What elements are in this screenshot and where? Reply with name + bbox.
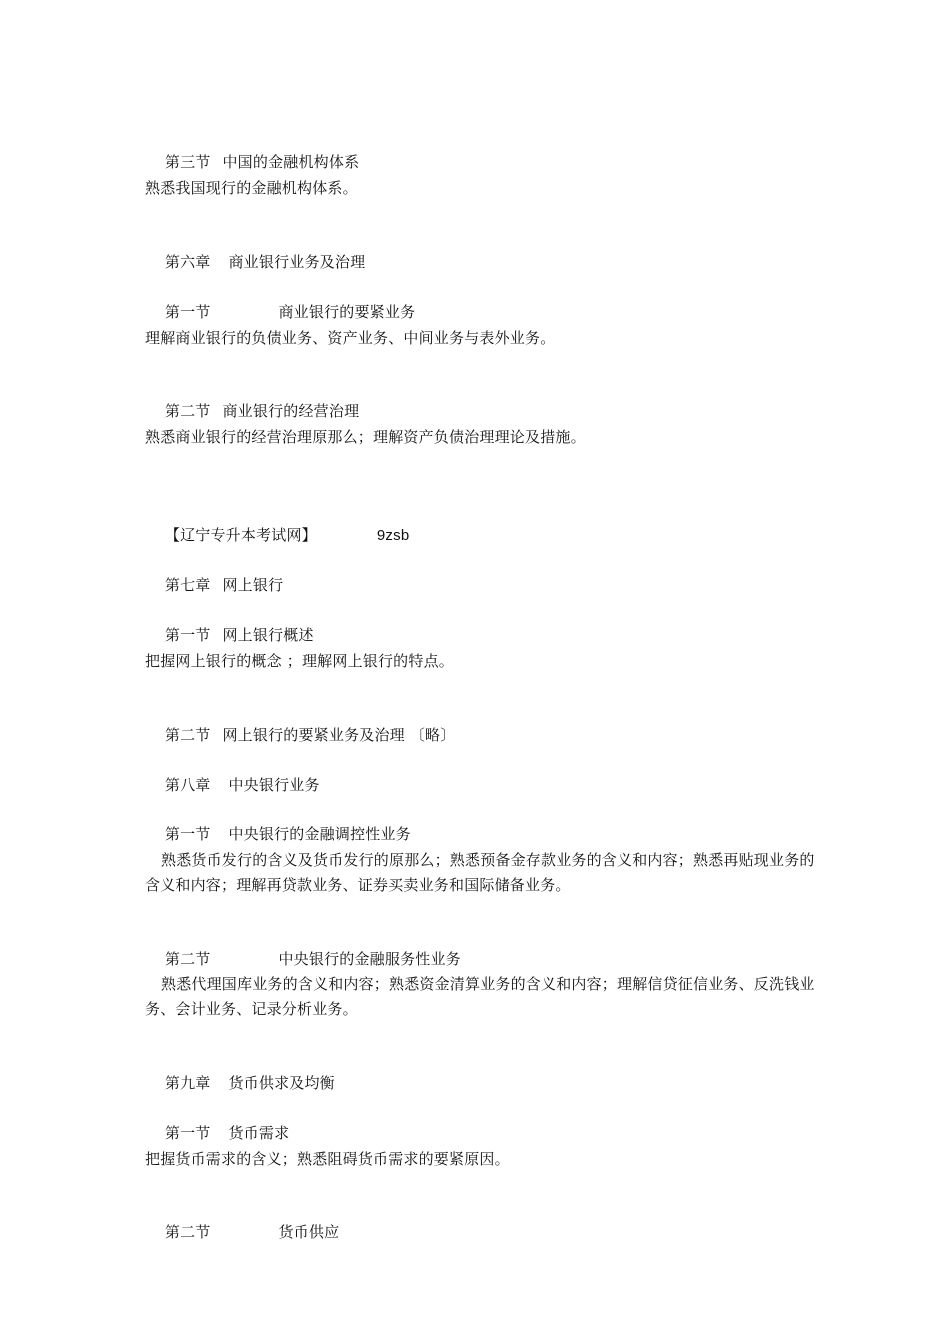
section-title: 中国的金融机构体系 [222, 153, 360, 171]
body-paragraph: 熟悉代理国库业务的含义和内容；熟悉资金清算业务的含义和内容；理解信贷征信业务、反洗钱业务、会计业务、记录分析业务。 [145, 975, 815, 1018]
chapter-number: 第八章 [164, 776, 211, 794]
chapter-title: 货币供求及均衡 [228, 1074, 335, 1092]
chapter-title: 商业银行业务及治理 [228, 253, 366, 271]
section-number: 第一节 [164, 1124, 211, 1142]
section-number: 第三节 [164, 153, 211, 171]
section-number: 第二节 [164, 950, 211, 968]
body-text: 把握网上银行的概念 ；理解网上银行的特点。 [145, 652, 454, 670]
section-number: 第一节 [164, 626, 211, 644]
section-heading [145, 1196, 339, 1268]
body-paragraph: 熟悉货币发行的含义及货币发行的原那么；熟悉预备金存款业务的含义和内容；熟悉再贴现业务的含义和内容；理解再贷款业务、证券买卖业务和国际储备业务。 [145, 851, 815, 894]
section-title: 中央银行的金融服务性业务 [278, 950, 461, 968]
body-text: 熟悉我国现行的金融机构体系。 [145, 179, 358, 197]
chapter-title: 网上银行 [222, 576, 284, 594]
chapter-number: 第七章 [164, 576, 211, 594]
site-name: 【辽宁专升本考试网】 [164, 526, 317, 544]
chapter-number: 第六章 [164, 253, 211, 271]
section-title: 商业银行的要紧业务 [278, 303, 416, 321]
section-title: 货币需求 [228, 1124, 290, 1142]
section-number: 第二节 [164, 1223, 211, 1241]
section-title: 网上银行概述 [222, 626, 314, 644]
site-code: 9zsb [376, 527, 410, 544]
body-text: 熟悉商业银行的经营治理原那么；理解资产负债治理理论及措施。 [145, 428, 586, 446]
section-title: 货币供应 [278, 1223, 340, 1241]
chapter-title: 中央银行业务 [228, 776, 320, 794]
section-number: 第二节 [164, 402, 211, 420]
section-title: 网上银行的要紧业务及治理 〔略〕 [222, 726, 456, 744]
body-text: 把握货币需求的含义；熟悉阻碍货币需求的要紧原因。 [145, 1150, 510, 1168]
section-title: 商业银行的经营治理 [222, 402, 360, 420]
section-number: 第二节 [164, 726, 211, 744]
section-number: 第一节 [164, 303, 211, 321]
section-title: 中央银行的金融调控性业务 [228, 825, 411, 843]
body-text: 理解商业银行的负债业务、资产业务、中间业务与表外业务。 [145, 329, 556, 347]
section-number: 第一节 [164, 825, 211, 843]
chapter-number: 第九章 [164, 1074, 211, 1092]
